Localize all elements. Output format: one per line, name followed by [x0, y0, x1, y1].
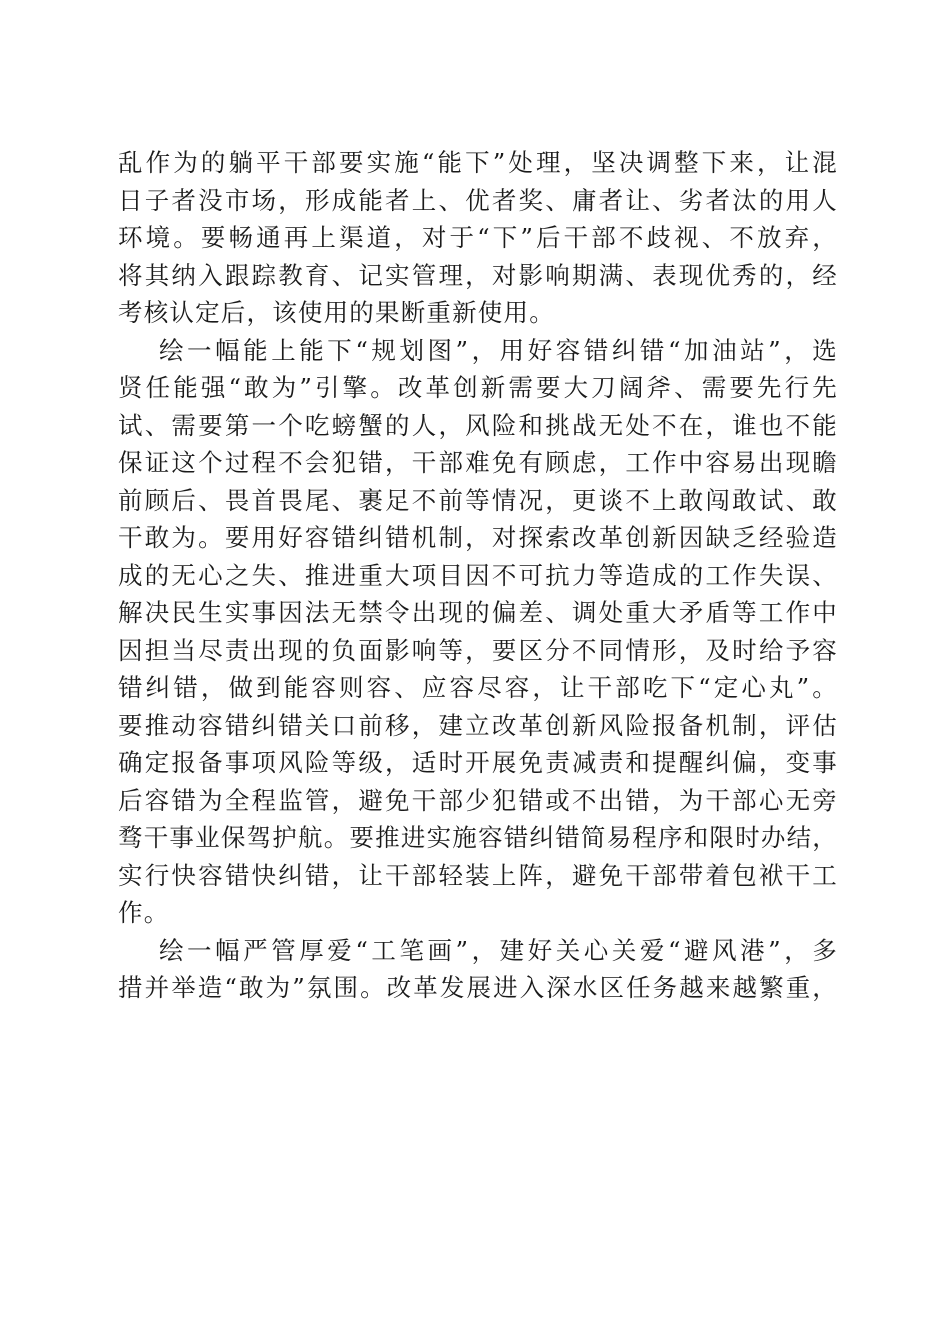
text-line: 干敢为。要用好容错纠错机制，对探索改革创新因缺乏经验造 — [118, 523, 838, 552]
text-line: 日子者没市场，形成能者上、优者奖、庸者让、劣者汰的用人 — [118, 185, 838, 215]
text-line: 确定报备事项风险等级，适时开展免责减责和提醒纠偏，变事 — [118, 748, 838, 777]
document-body — [118, 144, 838, 1007]
text-line: 作。 — [118, 898, 170, 927]
text-line: 实行快容错快纠错，让干部轻装上阵，避免干部带着包袱干工 — [118, 860, 838, 890]
text-line: 解决民生实事因法无禁令出现的偏差、调处重大矛盾等工作中 — [118, 598, 838, 627]
text-line: 错纠错，做到能容则容、应容尽容，让干部吃下“定心丸”。 — [118, 673, 838, 702]
text-line: 环境。要畅通再上渠道，对于“下”后干部不歧视、不放弃， — [118, 223, 838, 252]
text-line: 要推动容错纠错关口前移，建立改革创新风险报备机制，评估 — [118, 710, 838, 740]
text-line: 成的无心之失、推进重大项目因不可抗力等造成的工作失误、 — [118, 560, 838, 590]
text-line: 考核认定后，该使用的果断重新使用。 — [118, 298, 555, 327]
text-line: 保证这个过程不会犯错，干部难免有顾虑，工作中容易出现瞻 — [118, 448, 838, 477]
text-line: 将其纳入跟踪教育、记实管理，对影响期满、表现优秀的，经 — [118, 260, 838, 290]
text-line: 措并举造“敢为”氛围。改革发展进入深水区任务越来越繁重， — [118, 973, 838, 1002]
text-line: 乱作为的躺平干部要实施“能下”处理，坚决调整下来，让混 — [118, 148, 838, 177]
text-line: 贤任能强“敢为”引擎。改革创新需要大刀阔斧、需要先行先 — [118, 373, 838, 402]
paragraph-start-line: 绘一幅能上能下“规划图”，用好容错纠错“加油站”，选 — [159, 335, 838, 365]
paragraph-start-line: 绘一幅严管厚爱“工笔画”，建好关心关爱“避风港”，多 — [159, 935, 838, 965]
text-line: 骛干事业保驾护航。要推进实施容错纠错简易程序和限时办结， — [118, 823, 838, 852]
text-line: 试、需要第一个吃螃蟹的人，风险和挑战无处不在，谁也不能 — [118, 410, 838, 440]
text-line: 前顾后、畏首畏尾、裹足不前等情况，更谈不上敢闯敢试、敢 — [118, 485, 838, 515]
text-line: 后容错为全程监管，避免干部少犯错或不出错，为干部心无旁 — [118, 785, 838, 815]
text-line: 因担当尽责出现的负面影响等，要区分不同情形，及时给予容 — [118, 635, 838, 665]
